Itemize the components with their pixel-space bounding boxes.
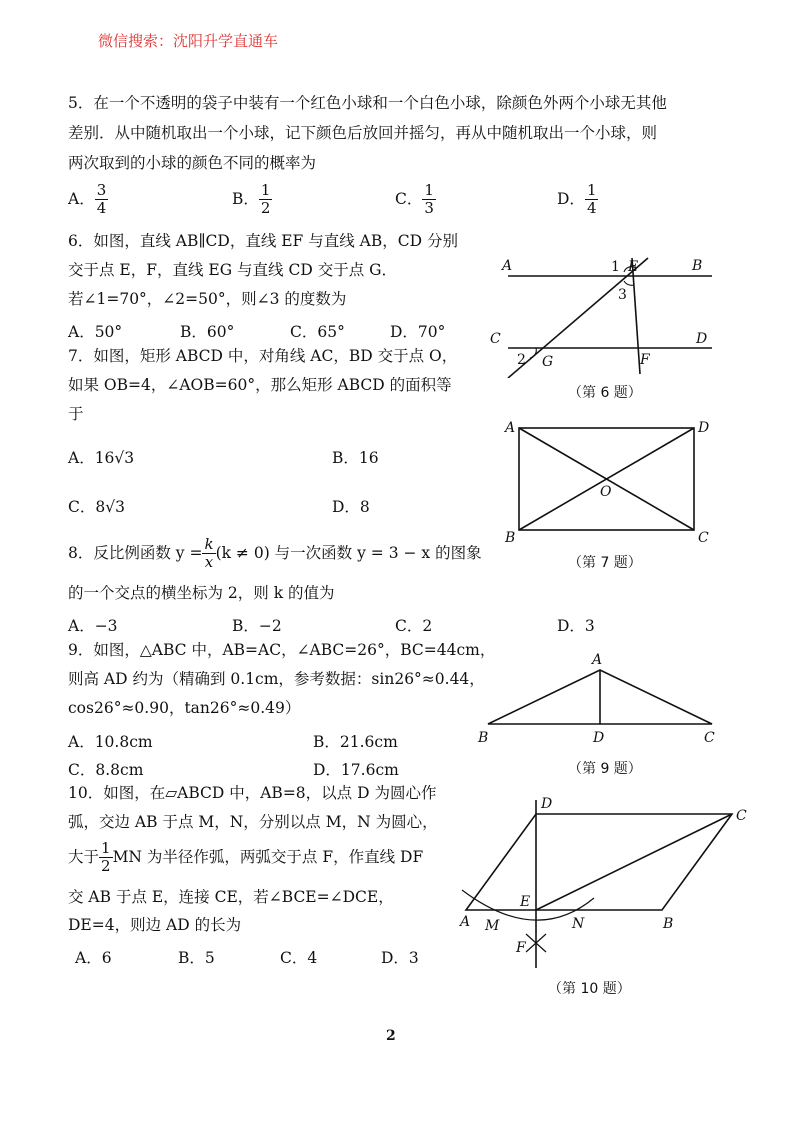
- q5-a-den: 4: [96, 199, 107, 218]
- q5-a-num: 3: [96, 181, 107, 199]
- q10-label-f: F: [516, 940, 526, 956]
- q10-label-a: A: [460, 914, 471, 930]
- q6-option-b[interactable]: B．60°: [180, 323, 235, 341]
- q7-option-c[interactable]: C．8√3: [68, 498, 125, 516]
- q9-label-d: D: [593, 730, 605, 746]
- q9-figure: [475, 648, 720, 748]
- q6-label-a: A: [502, 258, 513, 274]
- q7-figure: [500, 415, 720, 550]
- q6-angle3-arc: [624, 281, 634, 285]
- q6-line3: 若∠1=70°，∠2=50°，则∠3 的度数为: [68, 290, 347, 308]
- q6-label-angle2: 2: [517, 352, 526, 368]
- q10-option-d[interactable]: D．3: [381, 949, 419, 967]
- q9-label-a: A: [592, 652, 603, 668]
- q9-label-b: B: [478, 730, 489, 746]
- q10-line2: 弧，交边 AB 于点 M，N，分别以点 M，N 为圆心，: [68, 813, 438, 831]
- q5-option-b-fraction: [259, 182, 273, 218]
- q8-line1: [68, 536, 482, 572]
- q7-label-b: B: [505, 530, 516, 546]
- q10-label-b: B: [663, 916, 674, 932]
- q8-option-b[interactable]: B．−2: [232, 617, 282, 635]
- q10-half-num: 1: [101, 839, 111, 857]
- q5-b-den: 2: [260, 199, 271, 218]
- q6-label-e: E: [628, 259, 639, 275]
- q7-label-o: O: [600, 484, 612, 500]
- q7-option-b[interactable]: B．16: [332, 449, 379, 467]
- q10-line4: 交 AB 于点 E，连接 CE，若∠BCE=∠DCE，: [68, 888, 394, 906]
- q9-option-a[interactable]: A．10.8cm: [68, 733, 153, 751]
- q7-line2: 如果 OB=4，∠AOB=60°，那么矩形 ABCD 的面积等: [68, 376, 452, 394]
- q9-line1: 9．如图，△ABC 中，AB=AC，∠ABC=26°，BC=44cm，: [68, 641, 496, 659]
- q10-half-den: 2: [101, 857, 111, 876]
- q10-label-e: E: [520, 894, 531, 910]
- q5-option-c[interactable]: [395, 182, 436, 218]
- q5-option-a-fraction: [95, 182, 109, 218]
- q10-figure: [455, 790, 755, 975]
- q10-segment-ce: [536, 814, 732, 910]
- q6-label-b: B: [692, 258, 703, 274]
- q6-label-g: G: [542, 354, 554, 370]
- q10-option-a[interactable]: A．6: [75, 949, 112, 967]
- q6-label-d: D: [696, 331, 708, 347]
- q5-option-c-letter: C．: [395, 189, 423, 208]
- q9-option-b[interactable]: B．21.6cm: [313, 733, 398, 751]
- q7-label-a: A: [505, 420, 516, 436]
- q6-label-c: C: [490, 331, 501, 347]
- q7-label-c: C: [698, 530, 709, 546]
- q9-line2: 则高 AD 约为（精确到 0.1cm，参考数据：sin26°≈0.44，: [68, 670, 485, 688]
- q10-half-fraction: [99, 840, 113, 876]
- q6-option-c[interactable]: C．65°: [290, 323, 345, 341]
- q5-option-d-letter: D．: [557, 189, 585, 208]
- q8-x: x: [204, 553, 214, 572]
- q8-option-d[interactable]: D．3: [557, 617, 595, 635]
- q9-option-d[interactable]: D．17.6cm: [313, 761, 399, 779]
- q10-label-d: D: [541, 796, 553, 812]
- q10-option-b[interactable]: B．5: [178, 949, 215, 967]
- q5-d-den: 4: [586, 199, 597, 218]
- q5-line3: 两次取到的小球的颜色不同的概率为: [68, 154, 317, 172]
- q10-parallelogram: [466, 814, 732, 910]
- q8-option-a[interactable]: A．−3: [68, 617, 118, 635]
- q5-d-num: 1: [586, 181, 597, 199]
- q6-angle2-arc: [530, 348, 536, 358]
- q5-option-d-fraction: [585, 182, 599, 218]
- q10-line5: DE=4，则边 AD 的长为: [68, 916, 242, 934]
- q6-line1: 6．如图，直线 AB∥CD，直线 EF 与直线 AB，CD 分别: [68, 232, 458, 250]
- q5-c-den: 3: [424, 199, 434, 218]
- q6-option-a[interactable]: A．50°: [68, 323, 123, 341]
- q5-line2: 差别．从中随机取出一个小球，记下颜色后放回并摇匀，再从中随机取出一个小球，则: [68, 124, 658, 142]
- q7-option-d[interactable]: D．8: [332, 498, 370, 516]
- q7-option-a[interactable]: A．16√3: [68, 449, 135, 467]
- q7-line1: 7．如图，矩形 ABCD 中，对角线 AC，BD 交于点 O，: [68, 347, 458, 365]
- q5-b-num: 1: [260, 181, 271, 199]
- q9-line3: cos26°≈0.90，tan26°≈0.49）: [68, 699, 301, 717]
- q6-label-f: F: [640, 352, 650, 368]
- q8-option-c[interactable]: C．2: [395, 617, 433, 635]
- q10-label-c: C: [736, 808, 747, 824]
- q5-line1: 5．在一个不透明的袋子中装有一个红色小球和一个白色小球，除颜色外两个小球无其他: [68, 94, 667, 112]
- q10-caption: （第 10 题）: [548, 981, 631, 997]
- q10-label-n: N: [572, 916, 585, 932]
- q7-line3: 于: [68, 405, 84, 423]
- q10-line3: [68, 840, 423, 876]
- q5-option-b-letter: B．: [232, 189, 259, 208]
- q8-prefix: 8．反比例函数 y =: [68, 543, 203, 562]
- q5-option-d[interactable]: [557, 182, 598, 218]
- page-number: 2: [386, 1028, 396, 1044]
- q10-line3-post: MN 为半径作弧，两弧交于点 F，作直线 DF: [112, 847, 424, 866]
- q6-line2: 交于点 E，F，直线 EG 与直线 CD 交于点 G．: [68, 261, 397, 279]
- q5-option-b[interactable]: [232, 182, 272, 218]
- q10-option-c[interactable]: C．4: [280, 949, 318, 967]
- q10-line1: 10．如图，在▱ABCD 中，AB=8，以点 D 为圆心作: [68, 784, 437, 802]
- q5-c-num: 1: [424, 181, 434, 199]
- q6-label-angle3: 3: [618, 287, 627, 303]
- q5-option-a[interactable]: [68, 182, 108, 218]
- q8-middle: (k ≠ 0) 与一次函数 y = 3 − x 的图象: [215, 543, 482, 562]
- q10-line3-pre: 大于: [68, 847, 100, 866]
- q7-caption: （第 7 题）: [568, 555, 642, 571]
- q7-label-d: D: [698, 420, 710, 436]
- watermark-header: 微信搜索：沈阳升学直通车: [98, 32, 279, 50]
- q5-option-a-letter: A．: [68, 189, 95, 208]
- q6-figure: [485, 248, 725, 378]
- q6-label-angle1: 1: [611, 259, 620, 275]
- q6-option-d[interactable]: D．70°: [390, 323, 446, 341]
- q8-line2: 的一个交点的横坐标为 2，则 k 的值为: [68, 584, 335, 602]
- q5-option-c-fraction: [422, 182, 436, 218]
- q9-label-c: C: [704, 730, 715, 746]
- q9-option-c[interactable]: C．8.8cm: [68, 761, 144, 779]
- q8-k: k: [204, 535, 214, 553]
- q10-label-m: M: [485, 918, 500, 934]
- q8-fraction-k-over-x: [202, 536, 215, 572]
- q9-caption: （第 9 题）: [568, 761, 642, 777]
- q6-caption: （第 6 题）: [568, 385, 642, 401]
